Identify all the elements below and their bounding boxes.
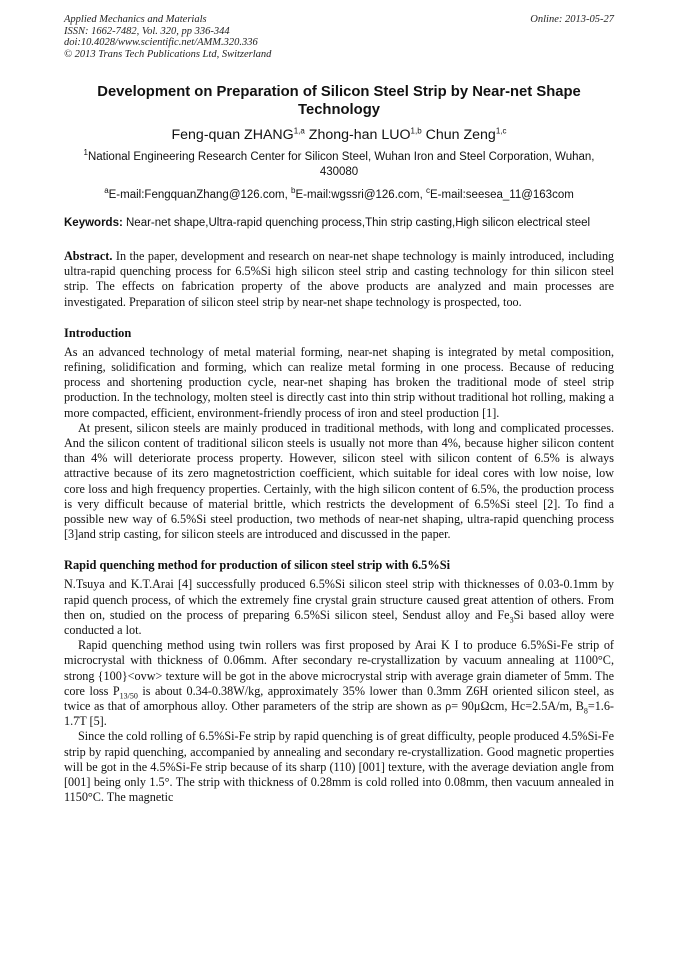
email-sup: c — [426, 186, 431, 196]
affiliation — [64, 150, 614, 179]
rapid-paragraph-2 — [64, 638, 614, 729]
subscript: 3 — [509, 615, 514, 625]
rapid-paragraph-1 — [64, 577, 614, 638]
author-sup: 1,b — [410, 126, 422, 136]
text-run: =1.6-1.7T [5]. — [64, 699, 614, 729]
affiliation-text: National Engineering Research Center for Silicon Steel, Wuhan Iron and Steel Corporation, Wuhan, 430080 — [87, 151, 595, 178]
email-link[interactable]: E-mail:wgssri@126.com, — [295, 189, 423, 201]
abstract-label: Abstract. — [64, 249, 113, 263]
email-link[interactable]: E-mail:seesea_11@163com — [430, 189, 574, 201]
text-run: Si based alloy were conducted a lot. — [64, 607, 614, 638]
paper-title: Development on Preparation of Silicon Steel Strip by Near-net Shape Technology — [97, 84, 581, 118]
journal-header — [64, 14, 614, 60]
text-run: Rapid quenching method using twin rollers was first proposed by Arai K I to produce 6.5%Si-Fe strip of microcrystal with thickness of 0.06mm. After secondary re-crystallization by vacuum annealing at 1100°C, strong {100}<ovw> texture will be got in the above microcrystal strip with average grain diameter of 5mm. The core loss P — [64, 638, 614, 698]
abstract-text: In the paper, development and research on near-net shape technology is mainly introduced, including ultra-rapid quenching process for 6.5%Si high silicon steel strip and casting technology for thin silicon steel strip. The effects on fabrication property of the above products are analyzed and main processes are investigated. Preparation of silicon steel strip by near-net shape technology is prospected, too. — [64, 249, 615, 309]
email-link[interactable]: E-mail:FengquanZhang@126.com, — [108, 189, 288, 201]
affiliation-sup: 1 — [83, 148, 88, 158]
author-sup: 1,c — [495, 126, 507, 136]
author-name: Chun Zeng — [425, 127, 496, 143]
section-heading-introduction: Introduction — [64, 325, 132, 340]
email-sup: b — [291, 186, 296, 196]
author-name: Zhong-han LUO — [308, 127, 411, 143]
author-sup: 1,a — [293, 126, 305, 136]
keywords — [64, 216, 614, 231]
author-list — [64, 127, 614, 144]
online-date: Online: 2013-05-27 — [530, 14, 614, 25]
keywords-label: Keywords: — [64, 217, 123, 229]
rapid-paragraph-3: Since the cold rolling of 6.5%Si-Fe strip by rapid quenching is of great difficulty, people produced 4.5%Si-Fe strip by rapid quenching, accompanied by annealing and secondary re-crystallization. Good magnetic properties will be got in the 4.5%Si-Fe strip because of its sharp (110) [001] texture, with the average deviation angle from [001] being only 1.5°. The strip with thickness of 0.28mm is cold rolled into 0.08mm, then vacuum annealed in 1150°C. The magnetic — [64, 729, 614, 805]
journal-copyright: © 2013 Trans Tech Publications Ltd, Switzerland — [64, 48, 272, 60]
intro-paragraph-2: At present, silicon steels are mainly produced in traditional methods, with long and complicated processes. And the silicon content of traditional silicon steels is usually not more than 4%, because higher silicon content than 4% will deteriorate process property. However, silicon steel with silicon content of 6.5% is always attractive because of its zero magnetostriction coefficient, which suitable for ideal cores with low noise, low core loss and high frequency properties. Certainly, with the high silicon content of 6.5%, the production process is very difficult because of material brittle, which restricts the development of 6.5%Si steel [2]. To find a possible new way of 6.5%Si steel production, two methods of near-net shaping, ultra-rapid quenching process [3]and strip casting, for silicon steels are introduced and discussed in the paper. — [64, 420, 614, 542]
section-heading-rapid-quenching: Rapid quenching method for production of silicon steel strip with 6.5%Si — [64, 558, 451, 573]
email-list — [64, 188, 614, 202]
subscript: 8 — [583, 706, 588, 716]
abstract — [64, 249, 614, 310]
text-run: is about 0.34-0.38W/kg, approximately 35% lower than 0.3mm Z6H oriented silicon steel, as twice as that of amorphous alloy. Other parameters of the strip are shown as ρ= 90μΩcm, Hc=2.5A/m, B — [64, 683, 614, 714]
journal-issn: ISSN: 1662-7482, Vol. 320, pp 336-344 — [64, 25, 230, 37]
email-sup: a — [104, 186, 109, 196]
author-name: Feng-quan ZHANG — [171, 127, 294, 143]
journal-doi: doi:10.4028/www.scientific.net/AMM.320.336 — [64, 37, 258, 48]
text-run: N.Tsuya and K.T.Arai [4] successfully produced 6.5%Si silicon steel strip with thicknesses of 0.03-0.1mm by rapid quench process, of which the extremely fine crystal grain structure caused great attention of others. From then on, studied on the process of preparing 6.5%Si silicon steel, Sendust alloy and Fe — [64, 577, 614, 622]
subscript: 13/50 — [119, 691, 138, 701]
intro-paragraph-1: As an advanced technology of metal material forming, near-net shaping is integrated by metal composition, refining, solidification and forming, which can realize metal forming in one process. Because of reducing process and shortening production cycle, near-net shaping has broken the traditional mode of steel strip production. In the technology, molten steel is directly cast into thin strip without traditional hot rolling, making a more compacted, efficient, environment-friendly process of iron and steel production [1]. — [64, 344, 614, 420]
journal-name: Applied Mechanics and Materials — [64, 14, 207, 25]
keywords-text: Near-net shape,Ultra-rapid quenching process,Thin strip casting,High silicon electrical steel — [126, 217, 591, 229]
